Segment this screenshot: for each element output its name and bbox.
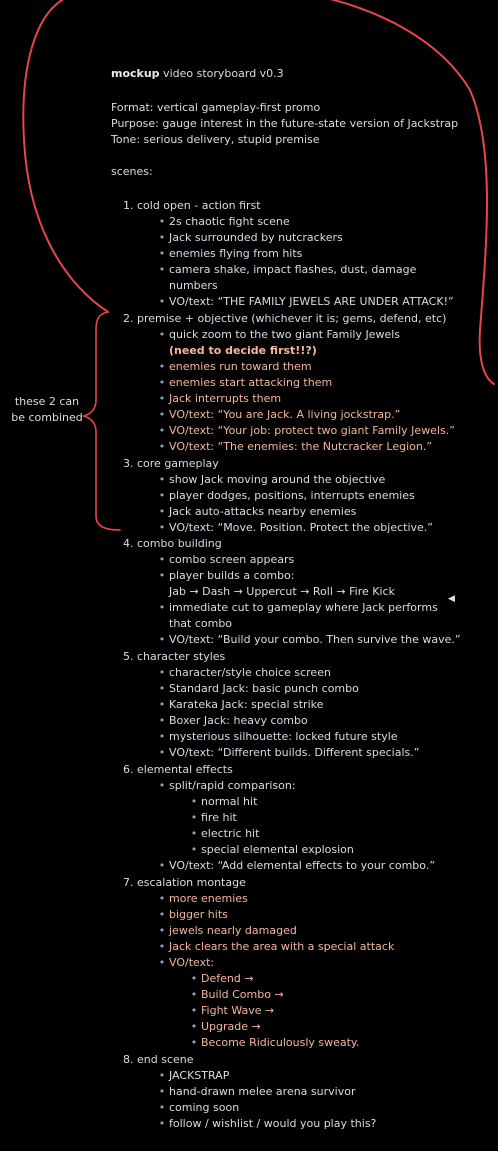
- bullet-icon: •: [158, 666, 166, 679]
- bullet-icon: •: [158, 408, 166, 421]
- bullet-icon: •: [158, 779, 166, 792]
- list-item: [158, 1116, 377, 1131]
- list-item: [158, 891, 248, 906]
- bullet-icon: •: [158, 440, 166, 453]
- list-item-text: player dodges, positions, interrupts enemies: [169, 489, 415, 502]
- list-item-text: special elemental explosion: [201, 843, 354, 856]
- bullet-icon: •: [158, 247, 166, 260]
- list-item: [158, 262, 417, 277]
- list-item: [158, 294, 454, 309]
- list-item: [158, 472, 386, 487]
- list-item: [158, 568, 295, 583]
- sub-list-item: [190, 1035, 360, 1050]
- list-item: [158, 359, 312, 374]
- bullet-icon: •: [158, 633, 166, 646]
- scenes-label: scenes:: [111, 165, 153, 178]
- list-item: [158, 955, 215, 970]
- list-item-text: VO/text: “The enemies: the Nutcracker Legion.”: [169, 440, 433, 453]
- list-item-text: mysterious silhouette: locked future style: [169, 730, 398, 743]
- list-item-text: hand-drawn melee arena survivor: [169, 1085, 356, 1098]
- bullet-icon: •: [158, 376, 166, 389]
- list-item: [158, 939, 395, 954]
- list-item: [158, 858, 436, 873]
- bullet-icon: •: [158, 714, 166, 727]
- list-item: [158, 504, 357, 519]
- list-item-text: (need to decide first!!?): [169, 344, 317, 357]
- list-item: [158, 327, 401, 342]
- list-item-text: numbers: [169, 279, 218, 292]
- list-item-text: Boxer Jack: heavy combo: [169, 714, 308, 727]
- bullet-icon: •: [190, 1004, 198, 1017]
- list-item: [158, 1084, 356, 1099]
- list-item-text: quick zoom to the two giant Family Jewels: [169, 328, 401, 341]
- list-item-text: VO/text:: [169, 956, 215, 969]
- bullet-icon: •: [190, 843, 198, 856]
- bullet-icon: •: [190, 827, 198, 840]
- sub-list-item: [190, 971, 254, 986]
- list-item-text: split/rapid comparison:: [169, 779, 296, 792]
- bullet-icon: •: [158, 489, 166, 502]
- list-item-text: follow / wishlist / would you play this?: [169, 1117, 377, 1130]
- list-item-text: Jack auto-attacks nearby enemies: [169, 505, 357, 518]
- sub-list-item: [190, 1003, 275, 1018]
- bullet-icon: •: [158, 859, 166, 872]
- list-item-text: player builds a combo:: [169, 569, 295, 582]
- doc-title-bold: mockup: [111, 67, 160, 80]
- bullet-icon: •: [190, 811, 198, 824]
- bullet-icon: •: [158, 908, 166, 921]
- list-item-text: character/style choice screen: [169, 666, 331, 679]
- list-item-text: JACKSTRAP: [169, 1069, 230, 1082]
- bullet-icon: •: [158, 1069, 166, 1082]
- sub-list-item: [190, 1019, 261, 1034]
- list-item: [169, 278, 218, 293]
- bullet-icon: •: [190, 1036, 198, 1049]
- list-item: [158, 552, 295, 567]
- list-item-text: jewels nearly damaged: [169, 924, 297, 937]
- list-item: [158, 923, 297, 938]
- list-item-text: Upgrade →: [201, 1020, 261, 1033]
- bullet-icon: •: [190, 795, 198, 808]
- scene-title: 7. escalation montage: [123, 876, 246, 889]
- bullet-icon: •: [158, 263, 166, 276]
- bullet-icon: •: [158, 392, 166, 405]
- list-item: [158, 745, 420, 760]
- list-item-text: bigger hits: [169, 908, 228, 921]
- list-item-text: Standard Jack: basic punch combo: [169, 682, 359, 695]
- list-item: [158, 697, 324, 712]
- bullet-icon: •: [158, 505, 166, 518]
- list-item-text: enemies flying from hits: [169, 247, 303, 260]
- sub-list-item: [190, 810, 237, 825]
- bullet-icon: •: [190, 988, 198, 1001]
- list-item: [158, 375, 333, 390]
- bullet-icon: •: [158, 295, 166, 308]
- list-item: [158, 681, 359, 696]
- cursor-arrow-icon: ◀: [448, 594, 455, 604]
- bullet-icon: •: [158, 473, 166, 486]
- list-item-text: Jack surrounded by nutcrackers: [169, 231, 343, 244]
- list-item: [158, 439, 433, 454]
- list-item: [158, 488, 415, 503]
- bullet-icon: •: [158, 682, 166, 695]
- list-item-text: Jack clears the area with a special attack: [169, 940, 395, 953]
- bullet-icon: •: [158, 698, 166, 711]
- list-item-text: electric hit: [201, 827, 260, 840]
- list-item-text: immediate cut to gameplay where Jack performs: [169, 601, 438, 614]
- side-note-line: these 2 can: [14, 395, 80, 408]
- list-item-text: VO/text: “THE FAMILY JEWELS ARE UNDER ATTACK!”: [169, 295, 454, 308]
- bullet-icon: •: [158, 569, 166, 582]
- list-item-text: Jack interrupts them: [169, 392, 282, 405]
- bullet-icon: •: [190, 972, 198, 985]
- sub-list-item: [190, 826, 260, 841]
- list-item-text: more enemies: [169, 892, 248, 905]
- list-item-text: combo screen appears: [169, 553, 295, 566]
- list-item: [158, 520, 433, 535]
- sub-list-item: [190, 794, 258, 809]
- bullet-icon: •: [158, 940, 166, 953]
- bullet-icon: •: [158, 746, 166, 759]
- bullet-icon: •: [158, 892, 166, 905]
- list-item: [158, 1100, 240, 1115]
- tone-line: Tone: serious delivery, stupid premise: [111, 133, 320, 146]
- bullet-icon: •: [158, 924, 166, 937]
- bullet-icon: •: [158, 215, 166, 228]
- list-item: [158, 778, 296, 793]
- list-item-text: Build Combo →: [201, 988, 284, 1001]
- list-item-text: Defend →: [201, 972, 254, 985]
- format-line: Format: vertical gameplay-first promo: [111, 101, 321, 114]
- list-item: [158, 907, 228, 922]
- sub-list-item: [190, 842, 354, 857]
- list-item: [169, 584, 395, 599]
- list-item-text: that combo: [169, 617, 233, 630]
- list-item-text: Jab → Dash → Uppercut → Roll → Fire Kick: [169, 585, 395, 598]
- list-item-text: Become Ridiculously sweaty.: [201, 1036, 360, 1049]
- list-item-text: enemies run toward them: [169, 360, 312, 373]
- bullet-icon: •: [158, 1085, 166, 1098]
- scene-title: 5. character styles: [123, 650, 226, 663]
- list-item-text: VO/text: “Different builds. Different specials.”: [169, 746, 420, 759]
- doc-title: [111, 66, 284, 81]
- scene-title: 2. premise + objective (whichever it is; gems, defend, etc): [123, 312, 447, 325]
- scene-title: 4. combo building: [123, 537, 222, 550]
- list-item: [158, 230, 343, 245]
- scene-title: 8. end scene: [123, 1053, 194, 1066]
- list-item: [158, 713, 308, 728]
- bullet-icon: •: [158, 1101, 166, 1114]
- list-item: [158, 391, 282, 406]
- list-item-text: VO/text: “You are Jack. A living jockstrap.”: [169, 408, 401, 421]
- bullet-icon: •: [158, 1117, 166, 1130]
- list-item-text: VO/text: “Build your combo. Then survive the wave.”: [169, 633, 461, 646]
- list-item: [158, 423, 455, 438]
- scene-title: 6. elemental effects: [123, 763, 233, 776]
- list-item-text: Karateka Jack: special strike: [169, 698, 324, 711]
- bullet-icon: •: [158, 328, 166, 341]
- list-item: [158, 246, 303, 261]
- doc-title-rest: video storyboard v0.3: [159, 67, 284, 80]
- sub-list-item: [190, 987, 284, 1002]
- list-item: [158, 632, 461, 647]
- side-note: [2, 394, 92, 426]
- list-item-text: 2s chaotic fight scene: [169, 215, 290, 228]
- list-item-text: camera shake, impact flashes, dust, damage: [169, 263, 417, 276]
- list-item: [169, 616, 232, 631]
- list-item-text: VO/text: “Move. Position. Protect the objective.”: [169, 521, 433, 534]
- list-item-text: fire hit: [201, 811, 237, 824]
- scene-title: 3. core gameplay: [123, 457, 219, 470]
- side-note-line: be combined: [11, 411, 83, 424]
- bullet-icon: •: [158, 521, 166, 534]
- bullet-icon: •: [190, 1020, 198, 1033]
- list-item: [158, 407, 401, 422]
- list-item-text: VO/text: “Add elemental effects to your combo.”: [169, 859, 436, 872]
- list-item-text: show Jack moving around the objective: [169, 473, 386, 486]
- bullet-icon: •: [158, 231, 166, 244]
- list-item: [158, 214, 290, 229]
- list-item-text: enemies start attacking them: [169, 376, 333, 389]
- list-item: [169, 343, 317, 358]
- bullet-icon: •: [158, 730, 166, 743]
- list-item-text: normal hit: [201, 795, 258, 808]
- bullet-icon: •: [158, 360, 166, 373]
- list-item: [158, 729, 398, 744]
- bullet-icon: •: [158, 601, 166, 614]
- list-item: [158, 1068, 230, 1083]
- scene-title: 1. cold open - action first: [123, 199, 261, 212]
- purpose-line: Purpose: gauge interest in the future-state version of Jackstrap: [111, 117, 459, 130]
- list-item: [158, 665, 331, 680]
- bullet-icon: •: [158, 424, 166, 437]
- list-item-text: coming soon: [169, 1101, 240, 1114]
- list-item: [158, 600, 438, 615]
- list-item-text: Fight Wave →: [201, 1004, 275, 1017]
- list-item-text: VO/text: “Your job: protect two giant Family Jewels.”: [169, 424, 455, 437]
- bullet-icon: •: [158, 956, 166, 969]
- bullet-icon: •: [158, 553, 166, 566]
